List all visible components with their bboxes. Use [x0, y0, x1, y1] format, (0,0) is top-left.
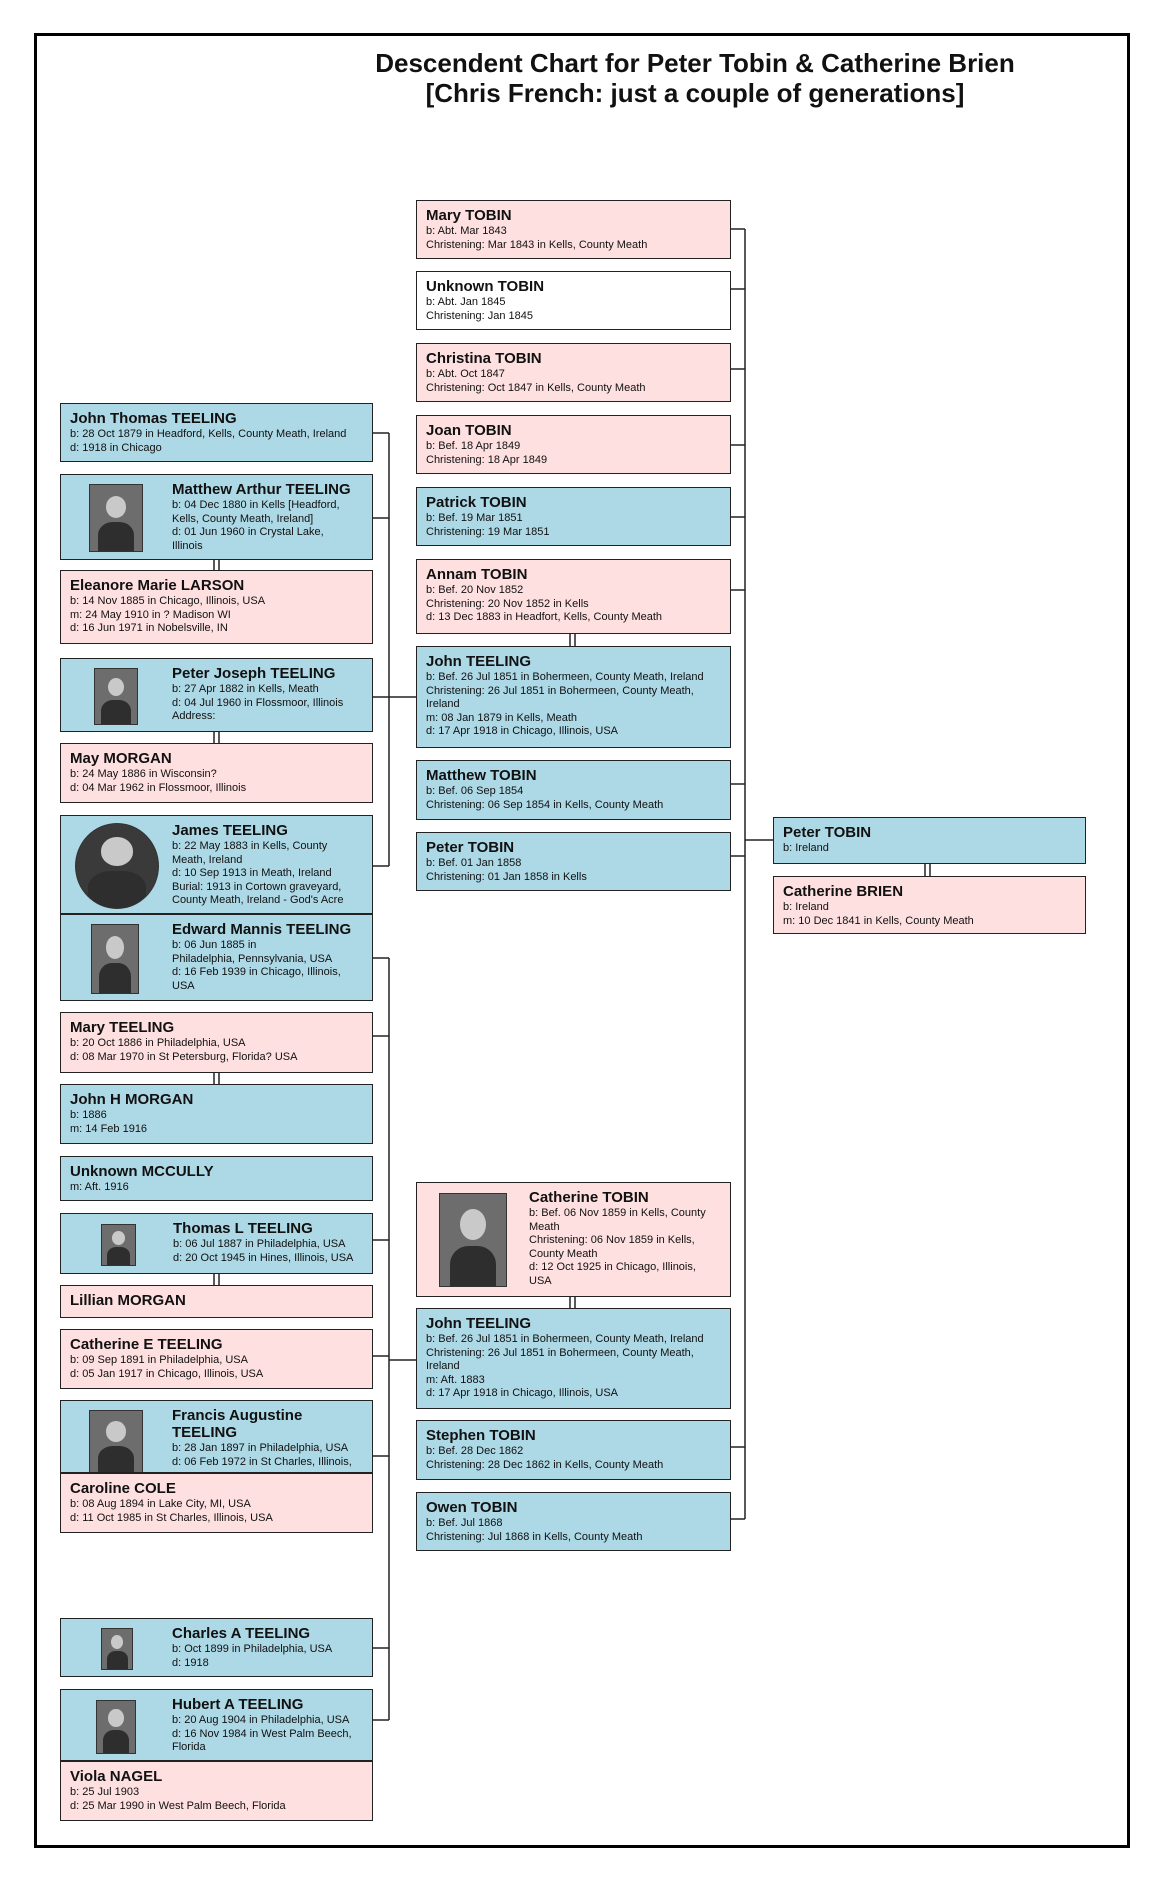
- person-name: Matthew Arthur TEELING: [172, 481, 351, 498]
- person-peter-tobin-sr[interactable]: [773, 817, 1086, 864]
- person-name: Charles A TEELING: [172, 1625, 311, 1642]
- person-detail: b: Bef. 06 Nov 1859 in Kells, County: [529, 1207, 706, 1219]
- person-detail: m: 14 Feb 1916: [70, 1122, 148, 1135]
- person-detail: USA: [529, 1274, 552, 1287]
- person-detail: d: 12 Oct 1925 in Chicago, Illinois,: [529, 1261, 696, 1273]
- person-detail: Illinois: [172, 539, 203, 552]
- person-name: Catherine TOBIN: [529, 1189, 649, 1206]
- person-hubert-a-teeling[interactable]: [60, 1689, 373, 1761]
- portrait-photo: [101, 1628, 133, 1670]
- person-detail: Christening: 18 Apr 1849: [426, 453, 548, 466]
- person-name: Catherine BRIEN: [783, 883, 904, 900]
- person-name: John TEELING: [426, 1315, 531, 1332]
- portrait-photo: [89, 484, 143, 552]
- person-mary-teeling[interactable]: [60, 1012, 373, 1073]
- person-detail: d: 17 Apr 1918 in Chicago, Illinois, USA: [426, 1387, 619, 1399]
- person-detail: Philadelphia, Pennsylvania, USA: [172, 952, 333, 965]
- person-detail: b: Bef. Jul 1868: [426, 1517, 503, 1529]
- person-detail: d: 1918: [172, 1656, 209, 1669]
- person-detail: b: 25 Jul 1903: [70, 1786, 140, 1798]
- person-detail: Meath: [529, 1220, 560, 1233]
- person-name: Peter TOBIN: [783, 824, 872, 841]
- person-detail: b: 28 Oct 1879 in Headford, Kells, County Meath, Ireland: [70, 428, 347, 440]
- person-detail: b: Oct 1899 in Philadelphia, USA: [172, 1643, 333, 1655]
- person-detail: d: 05 Jan 1917 in Chicago, Illinois, USA: [70, 1367, 264, 1380]
- person-name: Francis Augustine TEELING: [172, 1407, 303, 1441]
- person-john-thomas-teeling[interactable]: [60, 403, 373, 462]
- person-detail: m: 24 May 1910 in ? Madison WI: [70, 608, 231, 621]
- person-detail: b: Bef. 19 Mar 1851: [426, 512, 523, 524]
- person-matthew-arthur-teeling[interactable]: [60, 474, 373, 560]
- person-edward-mannis-teeling[interactable]: [60, 914, 373, 1001]
- person-detail: d: 16 Nov 1984 in West Palm Beech,: [172, 1727, 352, 1740]
- person-detail: d: 17 Apr 1918 in Chicago, Illinois, USA: [426, 725, 619, 737]
- person-name: Christina TOBIN: [426, 350, 542, 367]
- person-caroline-cole[interactable]: [60, 1473, 373, 1533]
- person-detail: d: 06 Feb 1972 in St Charles, Illinois,: [172, 1455, 352, 1468]
- person-detail: Christening: 06 Nov 1859 in Kells,: [529, 1234, 695, 1246]
- person-detail: b: 1886: [70, 1109, 107, 1121]
- person-detail: Ireland: [426, 1360, 460, 1372]
- person-detail: b: 04 Dec 1880 in Kells [Headford,: [172, 499, 340, 511]
- person-detail: Burial: 1913 in Cortown graveyard,: [172, 880, 342, 893]
- person-mary-tobin[interactable]: [416, 200, 731, 259]
- person-detail: Christening: 28 Dec 1862 in Kells, County Meath: [426, 1458, 664, 1471]
- person-name: Catherine E TEELING: [70, 1336, 223, 1353]
- person-detail: b: Bef. 28 Dec 1862: [426, 1445, 524, 1457]
- person-detail: b: Bef. 18 Apr 1849: [426, 440, 521, 452]
- person-detail: Christening: Oct 1847 in Kells, County Meath: [426, 381, 646, 394]
- person-detail: d: 20 Oct 1945 in Hines, Illinois, USA: [173, 1251, 354, 1264]
- person-matthew-tobin[interactable]: [416, 760, 731, 820]
- person-stephen-tobin[interactable]: [416, 1420, 731, 1480]
- portrait-photo: [101, 1224, 136, 1266]
- person-owen-tobin[interactable]: [416, 1492, 731, 1551]
- portrait-photo: [75, 823, 159, 909]
- portrait-photo: [89, 1410, 143, 1473]
- person-name: Lillian MORGAN: [70, 1292, 186, 1309]
- person-name: Patrick TOBIN: [426, 494, 527, 511]
- person-name: John H MORGAN: [70, 1091, 194, 1108]
- person-detail: m: Aft. 1883: [426, 1373, 485, 1386]
- person-detail: b: Abt. Jan 1845: [426, 296, 506, 308]
- person-detail: County Meath: [529, 1247, 598, 1260]
- person-detail: Christening: 26 Jul 1851 in Bohermeen, County Meath,: [426, 1346, 694, 1359]
- person-name: John TEELING: [426, 653, 531, 670]
- person-detail: b: 14 Nov 1885 in Chicago, Illinois, USA: [70, 595, 266, 607]
- person-unknown-tobin[interactable]: [416, 271, 731, 330]
- person-name: Hubert A TEELING: [172, 1696, 304, 1713]
- chart-title: Descendent Chart for Peter Tobin & Catherine Brien: [375, 48, 1015, 78]
- person-detail: m: Aft. 1916: [70, 1181, 129, 1193]
- person-thomas-l-teeling[interactable]: [60, 1213, 373, 1274]
- person-detail: d: 11 Oct 1985 in St Charles, Illinois, USA: [70, 1511, 273, 1524]
- person-detail: b: 06 Jul 1887 in Philadelphia, USA: [173, 1238, 346, 1250]
- portrait-photo: [91, 924, 139, 994]
- person-detail: d: 04 Jul 1960 in Flossmoor, Illinois: [172, 696, 344, 709]
- person-name: Joan TOBIN: [426, 422, 512, 439]
- person-detail: b: Abt. Mar 1843: [426, 225, 507, 237]
- person-detail: d: 04 Mar 1962 in Flossmoor, Illinois: [70, 781, 247, 794]
- person-detail: Christening: Jan 1845: [426, 309, 534, 322]
- person-eleanore-marie-larson[interactable]: [60, 570, 373, 644]
- person-detail: b: 28 Jan 1897 in Philadelphia, USA: [172, 1442, 349, 1454]
- person-detail: b: 27 Apr 1882 in Kells, Meath: [172, 683, 319, 695]
- person-detail: d: 10 Sep 1913 in Meath, Ireland: [172, 867, 332, 879]
- person-name: Stephen TOBIN: [426, 1427, 536, 1444]
- person-detail: Meath, Ireland: [172, 853, 243, 866]
- person-detail: m: 08 Jan 1879 in Kells, Meath: [426, 711, 578, 724]
- person-viola-nagel[interactable]: [60, 1761, 373, 1821]
- person-detail: b: Bef. 06 Sep 1854: [426, 785, 524, 797]
- person-detail: b: 09 Sep 1891 in Philadelphia, USA: [70, 1354, 248, 1366]
- portrait-photo: [94, 668, 138, 725]
- person-detail: Christening: 19 Mar 1851: [426, 525, 550, 538]
- person-annam-tobin[interactable]: [416, 559, 731, 634]
- person-detail: Christening: Jul 1868 in Kells, County Meath: [426, 1530, 643, 1543]
- person-detail: Ireland: [426, 698, 460, 710]
- chart-subtitle: [Chris French: just a couple of generations]: [425, 78, 965, 108]
- person-detail: b: 20 Oct 1886 in Philadelphia, USA: [70, 1037, 246, 1049]
- person-catherine-brien[interactable]: [773, 876, 1086, 934]
- person-detail: Kells, County Meath, Ireland]: [172, 512, 314, 525]
- person-detail: d: 16 Feb 1939 in Chicago, Illinois,: [172, 966, 341, 978]
- person-detail: b: 22 May 1883 in Kells, County: [172, 840, 328, 852]
- person-joan-tobin[interactable]: [416, 415, 731, 474]
- person-detail: d: 16 Jun 1971 in Nobelsville, IN: [70, 622, 228, 634]
- person-detail: b: Bef. 20 Nov 1852: [426, 584, 524, 596]
- person-detail: d: 13 Dec 1883 in Headfort, Kells, County Meath: [426, 611, 663, 623]
- portrait-photo: [96, 1700, 136, 1754]
- person-name: Eleanore Marie LARSON: [70, 577, 245, 594]
- person-detail: b: Bef. 26 Jul 1851 in Bohermeen, County Meath, Ireland: [426, 671, 704, 683]
- person-john-teeling-2[interactable]: [416, 1308, 731, 1409]
- person-name: Matthew TOBIN: [426, 767, 537, 784]
- person-james-teeling[interactable]: [60, 815, 373, 914]
- person-catherine-tobin[interactable]: [416, 1182, 731, 1297]
- person-unknown-mccully[interactable]: [60, 1156, 373, 1201]
- person-name: Peter Joseph TEELING: [172, 665, 336, 682]
- person-detail: b: 06 Jun 1885 in: [172, 939, 257, 951]
- person-detail: d: 08 Mar 1970 in St Petersburg, Florida? USA: [70, 1050, 298, 1063]
- person-lillian-morgan[interactable]: [60, 1285, 373, 1318]
- person-name: Unknown TOBIN: [426, 278, 545, 295]
- person-detail: Florida: [172, 1741, 206, 1753]
- person-catherine-e-teeling[interactable]: [60, 1329, 373, 1389]
- person-john-teeling-1[interactable]: [416, 646, 731, 748]
- person-detail: b: Bef. 26 Jul 1851 in Bohermeen, County Meath, Ireland: [426, 1333, 704, 1345]
- person-detail: Christening: 26 Jul 1851 in Bohermeen, County Meath,: [426, 684, 694, 697]
- person-detail: b: Ireland: [783, 842, 829, 854]
- person-name: John Thomas TEELING: [70, 410, 237, 427]
- person-detail: USA: [172, 979, 195, 992]
- person-name: Thomas L TEELING: [173, 1220, 313, 1237]
- person-peter-tobin-jr[interactable]: [416, 832, 731, 891]
- person-detail: Christening: 01 Jan 1858 in Kells: [426, 870, 587, 883]
- person-name: Peter TOBIN: [426, 839, 515, 856]
- person-detail: Christening: 20 Nov 1852 in Kells: [426, 597, 589, 610]
- person-detail: b: Ireland: [783, 901, 829, 913]
- person-detail: b: 24 May 1886 in Wisconsin?: [70, 768, 217, 780]
- person-name: Mary TOBIN: [426, 207, 512, 224]
- person-detail: b: 20 Aug 1904 in Philadelphia, USA: [172, 1714, 350, 1726]
- portrait-photo: [439, 1193, 507, 1287]
- person-charles-a-teeling[interactable]: [60, 1618, 373, 1677]
- person-detail: d: 1918 in Chicago: [70, 441, 162, 454]
- person-peter-joseph-teeling[interactable]: [60, 658, 373, 732]
- person-patrick-tobin[interactable]: [416, 487, 731, 546]
- person-name: Edward Mannis TEELING: [172, 921, 352, 938]
- person-name: Mary TEELING: [70, 1019, 175, 1036]
- person-name: James TEELING: [172, 822, 288, 839]
- person-name: Annam TOBIN: [426, 566, 528, 583]
- person-detail: County Meath, Ireland - God's Acre: [172, 894, 344, 906]
- person-may-morgan[interactable]: [60, 743, 373, 803]
- person-name: Caroline COLE: [70, 1480, 176, 1497]
- person-francis-augustine-teeling[interactable]: [60, 1400, 373, 1473]
- person-detail: b: Bef. 01 Jan 1858: [426, 857, 522, 869]
- person-john-h-morgan[interactable]: [60, 1084, 373, 1144]
- person-name: May MORGAN: [70, 750, 172, 767]
- person-detail: Address:: [172, 710, 216, 722]
- person-detail: Christening: 06 Sep 1854 in Kells, County Meath: [426, 798, 664, 811]
- person-detail: d: 01 Jun 1960 in Crystal Lake,: [172, 526, 324, 538]
- person-detail: b: 08 Aug 1894 in Lake City, MI, USA: [70, 1498, 251, 1510]
- person-christina-tobin[interactable]: [416, 343, 731, 402]
- person-detail: Christening: Mar 1843 in Kells, County Meath: [426, 238, 648, 251]
- person-detail: d: 25 Mar 1990 in West Palm Beech, Florida: [70, 1799, 286, 1812]
- person-name: Unknown MCCULLY: [70, 1163, 214, 1180]
- person-name: Viola NAGEL: [70, 1768, 163, 1785]
- person-detail: m: 10 Dec 1841 in Kells, County Meath: [783, 914, 974, 927]
- person-detail: b: Abt. Oct 1847: [426, 368, 505, 380]
- person-name: Owen TOBIN: [426, 1499, 518, 1516]
